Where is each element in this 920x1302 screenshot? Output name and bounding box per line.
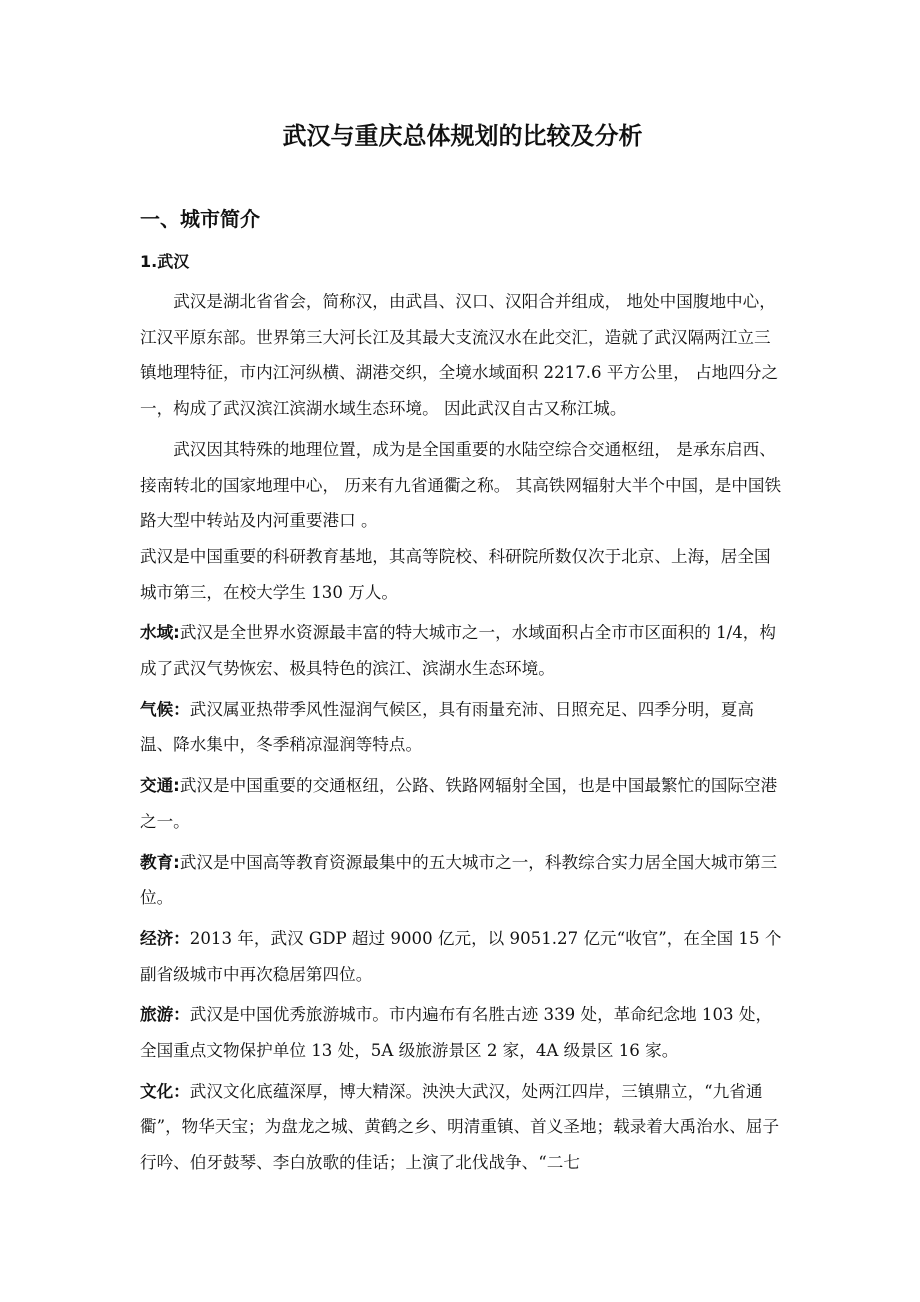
topic-label: 旅游： bbox=[140, 1005, 190, 1025]
topic-label: 经济： bbox=[140, 928, 190, 948]
topic-paragraph-water bbox=[140, 615, 785, 686]
topic-text: 武汉属亚热带季风性湿润气候区，具有雨量充沛、日照充足、四季分明，夏高温、降水集中，冬季稍凉湿润等特点。 bbox=[140, 699, 754, 755]
topic-paragraph-education bbox=[140, 845, 785, 916]
document-title: 武汉与重庆总体规划的比较及分析 bbox=[282, 122, 643, 150]
topic-text: 武汉是中国高等教育资源最集中的五大城市之一，科教综合实力居全国大城市第三位。 bbox=[140, 852, 778, 908]
section-heading: 一、城市简介 bbox=[140, 207, 260, 231]
topic-text: 武汉是中国优秀旅游城市。市内遍布有名胜古迹 339 处，革命纪念地 103 处，全国重点文物保护单位 13 处，5A 级旅游景区 2 家，4A 级景区 16 家。 bbox=[140, 1005, 773, 1061]
intro-paragraph: 武汉是湖北省省会，简称汉，由武昌、汉口、汉阳合并组成， 地处中国腹地中心，江汉平原东部。世界第三大河长江及其最大支流汉水在此交汇，造就了武汉隔两江立三镇地理特征，市内江河纵横、湖港交织，全境水域面积 2217.6 平方公里， 占地四分之一，构成了武汉滨江滨湖水域生态环境。 因此武汉自古又称江城。 bbox=[140, 292, 779, 419]
topic-paragraph-climate bbox=[140, 692, 785, 763]
topic-label: 教育: bbox=[140, 852, 180, 872]
intro-paragraph: 武汉是中国重要的科研教育基地，其高等院校、科研院所数仅次于北京、上海，居全国城市第三，在校大学生 130 万人。 bbox=[140, 546, 771, 602]
body-text bbox=[140, 284, 785, 1181]
topic-text: 武汉文化底蕴深厚，博大精深。泱泱大武汉，处两江四岸，三镇鼎立，“九省通衢”，物华天宝；为盘龙之城、黄鹤之乡、明清重镇、首义圣地；载录着大禹治水、屈子行吟、伯牙鼓琴、李白放歌的佳话；上演了北伐战争、“二七 bbox=[140, 1081, 780, 1173]
subheading-wuhan: 1.武汉 bbox=[140, 252, 190, 271]
topic-paragraph-economy bbox=[140, 921, 785, 992]
topic-paragraph-tourism bbox=[140, 997, 785, 1068]
topic-label: 交通: bbox=[140, 776, 180, 796]
topic-label: 气候： bbox=[140, 699, 190, 719]
topic-text: 武汉是中国重要的交通枢纽，公路、铁路网辐射全国，也是中国最繁忙的国际空港之一。 bbox=[140, 776, 778, 831]
topic-paragraph-transport bbox=[140, 768, 785, 839]
topic-paragraph-culture bbox=[140, 1074, 785, 1181]
topic-text: 2013 年，武汉 GDP 超过 9000 亿元，以 9051.27 亿元“收官”，在全国 15 个副省级城市中再次稳居第四位。 bbox=[140, 928, 782, 984]
topic-label: 水域: bbox=[140, 623, 180, 643]
topic-label: 文化： bbox=[140, 1081, 190, 1101]
topic-text: 武汉是全世界水资源最丰富的特大城市之一，水域面积占全市市区面积的 1/4，构成了武汉气势恢宏、极具特色的滨江、滨湖水生态环境。 bbox=[140, 623, 776, 679]
intro-paragraph: 武汉因其特殊的地理位置，成为是全国重要的水陆空综合交通枢纽， 是承东启西、接南转北的国家地理中心， 历来有九省通衢之称。 其高铁网辐射大半个中国，是中国铁路大型中转站及内河重要港口 。 bbox=[140, 439, 782, 531]
